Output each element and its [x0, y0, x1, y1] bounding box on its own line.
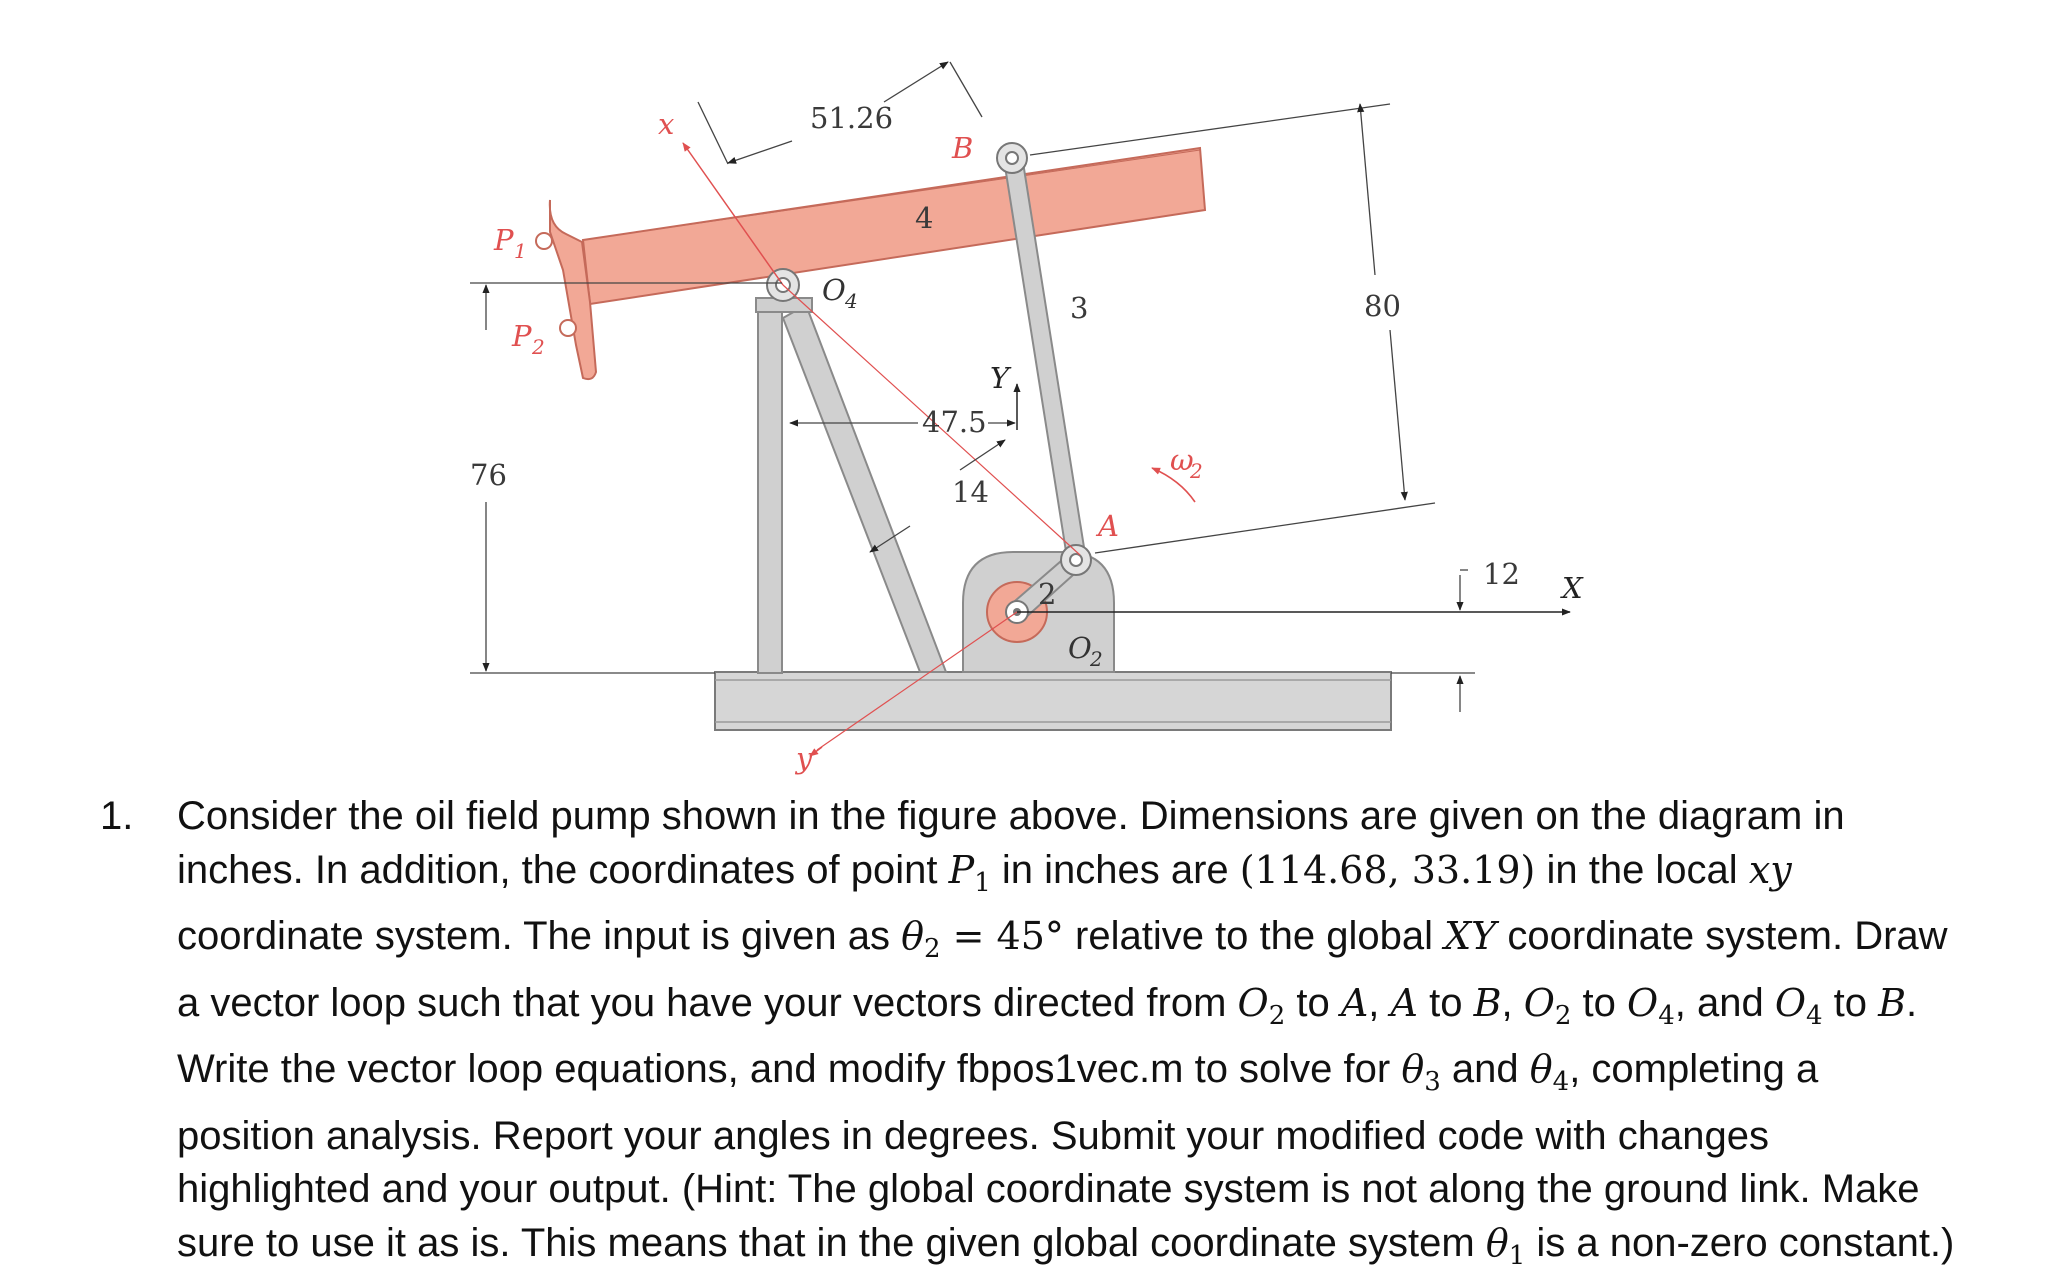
p2-subscript: 2 — [531, 335, 545, 359]
point-b-label: B — [951, 131, 973, 165]
link-4-label: 4 — [915, 201, 933, 235]
dimension-80: 80 — [1364, 289, 1401, 323]
link-2-label: 2 — [1038, 577, 1056, 611]
link-3-label: 3 — [1070, 291, 1088, 325]
point-a-label: A — [1095, 509, 1119, 543]
problem-line-5: Write the vector loop equations, and modify fbpos1vec.m to solve for $\theta_3$ and $\theta_4$, completing a — [177, 1043, 2046, 1110]
omega-subscript: 2 — [1189, 459, 1203, 483]
p1-subscript: 1 — [514, 239, 527, 263]
o4-letter: O — [822, 273, 846, 307]
omega-symbol: ω — [1170, 443, 1194, 477]
point-p1-label — [493, 223, 527, 263]
problem-body — [177, 790, 2046, 1283]
problem-line-7: highlighted and your output. (Hint: The global coordinate system is not along the ground link. Make — [177, 1163, 2046, 1217]
omega2-label — [1170, 443, 1203, 483]
samson-post — [756, 298, 946, 673]
problem-line-6: position analysis. Report your angles in degrees. Submit your modified code with changes — [177, 1110, 2046, 1164]
local-x-label: x — [658, 107, 674, 141]
o2-letter: O — [1068, 631, 1092, 665]
p2-letter: P — [511, 319, 532, 353]
global-x-label: X — [1560, 571, 1584, 605]
dimension-51-26: 51.26 — [810, 101, 893, 135]
local-y-label: y — [794, 741, 813, 775]
problem-line-2: inches. In addition, the coordinates of point $P_1$ in inches are (114.68, 33.19) in the local xy — [177, 844, 2046, 911]
p1-letter: P — [493, 223, 514, 257]
o4-subscript: 4 — [844, 289, 858, 313]
o2-subscript: 2 — [1089, 647, 1103, 671]
dimension-47-5: 47.5 — [922, 405, 987, 439]
dimension-14: 14 — [952, 475, 989, 509]
dimension-12: 12 — [1483, 557, 1520, 591]
problem-line-8: sure to use it as is. This means that in the given global coordinate system $\theta_1$ is a non-zero constant.) — [177, 1217, 2046, 1283]
dimension-76: 76 — [470, 458, 507, 492]
problem-line-1: Consider the oil field pump shown in the figure above. Dimensions are given on the diagram in — [177, 790, 2046, 844]
point-o4-label — [822, 273, 858, 313]
walking-beam — [550, 148, 1205, 379]
ground-base — [715, 672, 1391, 730]
problem-line-3: coordinate system. The input is given as $\theta_2 = 45^\circ$ relative to the global XY coordinate system. Draw — [177, 910, 2046, 977]
problem-number: 1. — [100, 790, 170, 844]
problem-line-4: a vector loop such that you have your vectors directed from $O_2$ to A, A to B, $O_2$ to $O_4$, and $O_4$ to B. — [177, 977, 2046, 1044]
global-y-label: Y — [990, 361, 1012, 395]
point-p2-label — [511, 319, 545, 359]
